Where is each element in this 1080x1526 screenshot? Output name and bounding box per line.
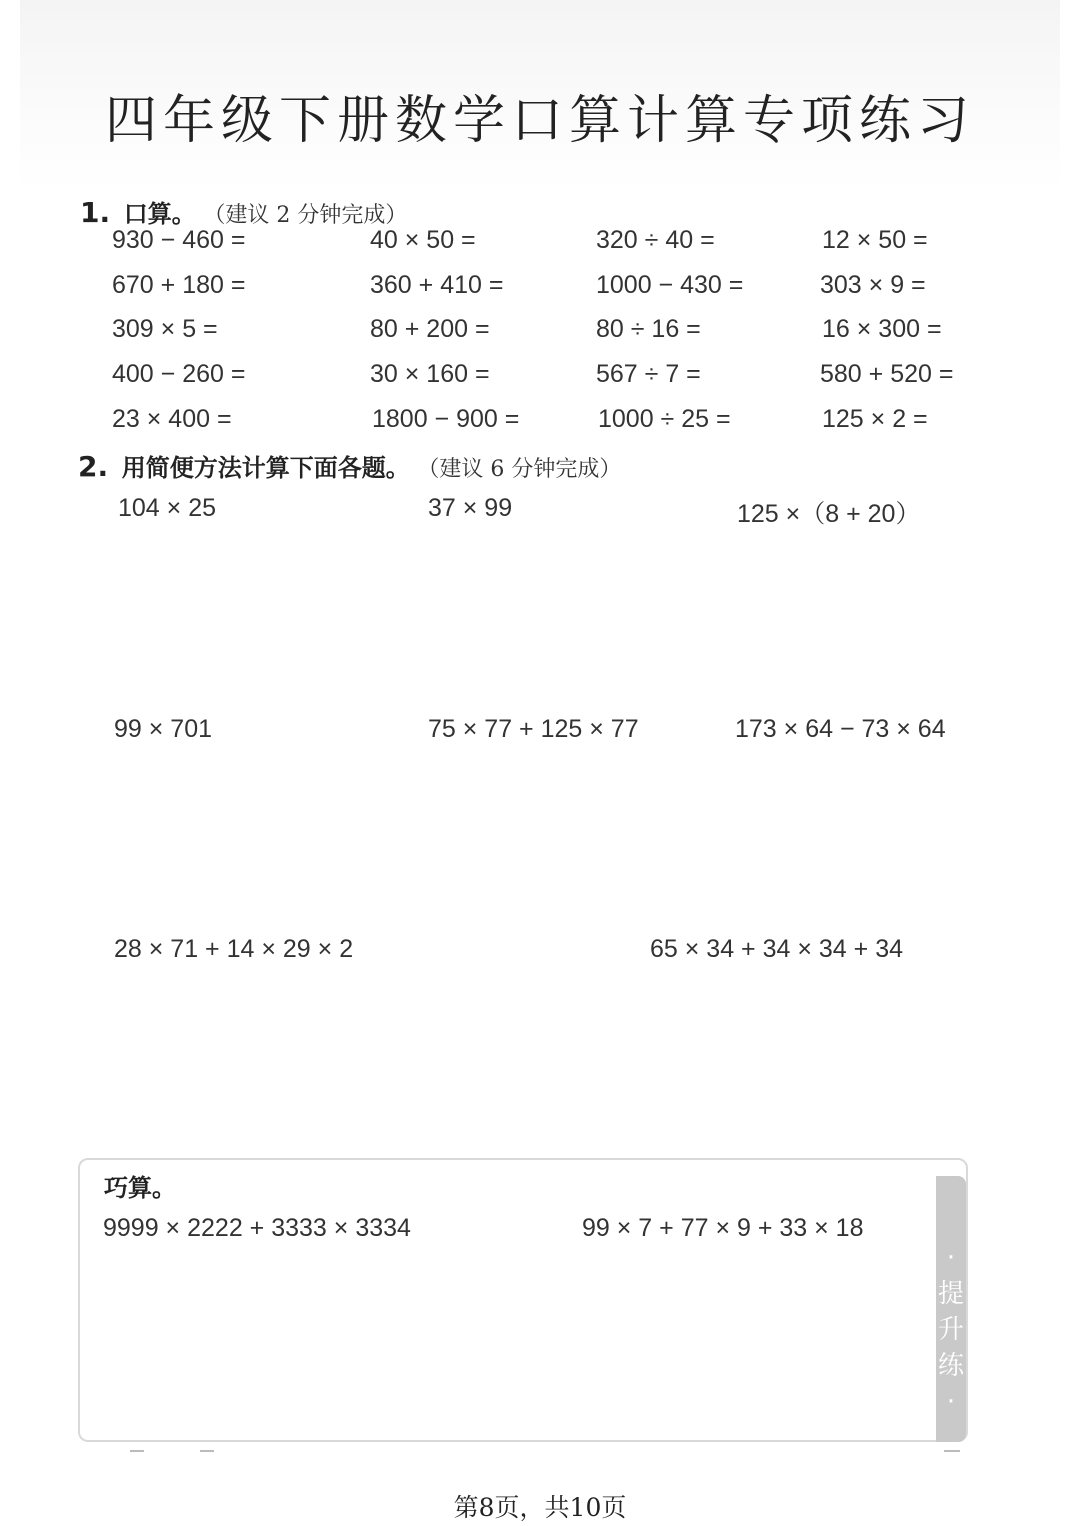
simplify-problem: 99 × 701 <box>114 715 213 743</box>
bonus-side-tab-label: · 提 升 练 · <box>937 1243 964 1417</box>
bonus-box <box>78 1158 968 1442</box>
section1-heading <box>80 194 407 229</box>
section2-label: 用简便方法计算下面各题。 <box>121 454 410 482</box>
section1-number: 1. <box>80 196 111 229</box>
oral-problem: 930 − 460 = <box>112 226 246 254</box>
oral-problem: 125 × 2 = <box>822 405 928 433</box>
simplify-problem: 104 × 25 <box>118 494 217 522</box>
page-title: 四年级下册数学口算计算专项练习 <box>104 91 975 151</box>
oral-problem: 320 ÷ 40 = <box>596 226 715 254</box>
oral-problem: 309 × 5 = <box>112 315 218 343</box>
simplify-problem: 173 × 64 − 73 × 64 <box>735 715 946 743</box>
oral-problem: 1000 − 430 = <box>596 271 744 299</box>
section1-label: 口算。 <box>123 200 196 228</box>
oral-problem: 1000 ÷ 25 = <box>598 405 731 433</box>
oral-problem: 80 + 200 = <box>370 315 490 343</box>
simplify-problem: 75 × 77 + 125 × 77 <box>428 715 639 743</box>
bonus-title: 巧算。 <box>104 1174 176 1202</box>
divider <box>130 1450 144 1452</box>
bonus-problem: 99 × 7 + 77 × 9 + 33 × 18 <box>582 1214 864 1242</box>
oral-problem: 30 × 160 = <box>370 360 490 388</box>
oral-problem: 360 + 410 = <box>370 271 504 299</box>
page-footer: 第8页，共10页 <box>453 1493 627 1522</box>
oral-problem: 80 ÷ 16 = <box>596 315 701 343</box>
oral-problem: 580 + 520 = <box>820 360 954 388</box>
oral-problem: 1800 − 900 = <box>372 405 520 433</box>
simplify-problem: 37 × 99 <box>428 494 513 522</box>
oral-problem: 400 − 260 = <box>112 360 246 388</box>
simplify-problem: 125 ×（8 + 20） <box>737 500 921 528</box>
oral-problem: 16 × 300 = <box>822 315 942 343</box>
section2-hint: （建议 6 分钟完成） <box>417 457 622 482</box>
section2-number: 2. <box>78 450 109 483</box>
oral-problem: 23 × 400 = <box>112 405 232 433</box>
section2-heading <box>78 448 621 483</box>
oral-problem: 670 + 180 = <box>112 271 246 299</box>
oral-problem: 303 × 9 = <box>820 271 926 299</box>
simplify-problem: 65 × 34 + 34 × 34 + 34 <box>650 935 904 963</box>
oral-problem: 12 × 50 = <box>822 226 928 254</box>
simplify-problem: 28 × 71 + 14 × 29 × 2 <box>114 935 354 963</box>
oral-problem: 40 × 50 = <box>370 226 476 254</box>
oral-problem: 567 ÷ 7 = <box>596 360 701 388</box>
divider <box>200 1450 214 1452</box>
section1-hint: （建议 2 分钟完成） <box>203 203 408 228</box>
bonus-problem: 9999 × 2222 + 3333 × 3334 <box>103 1214 411 1242</box>
divider <box>944 1450 960 1452</box>
